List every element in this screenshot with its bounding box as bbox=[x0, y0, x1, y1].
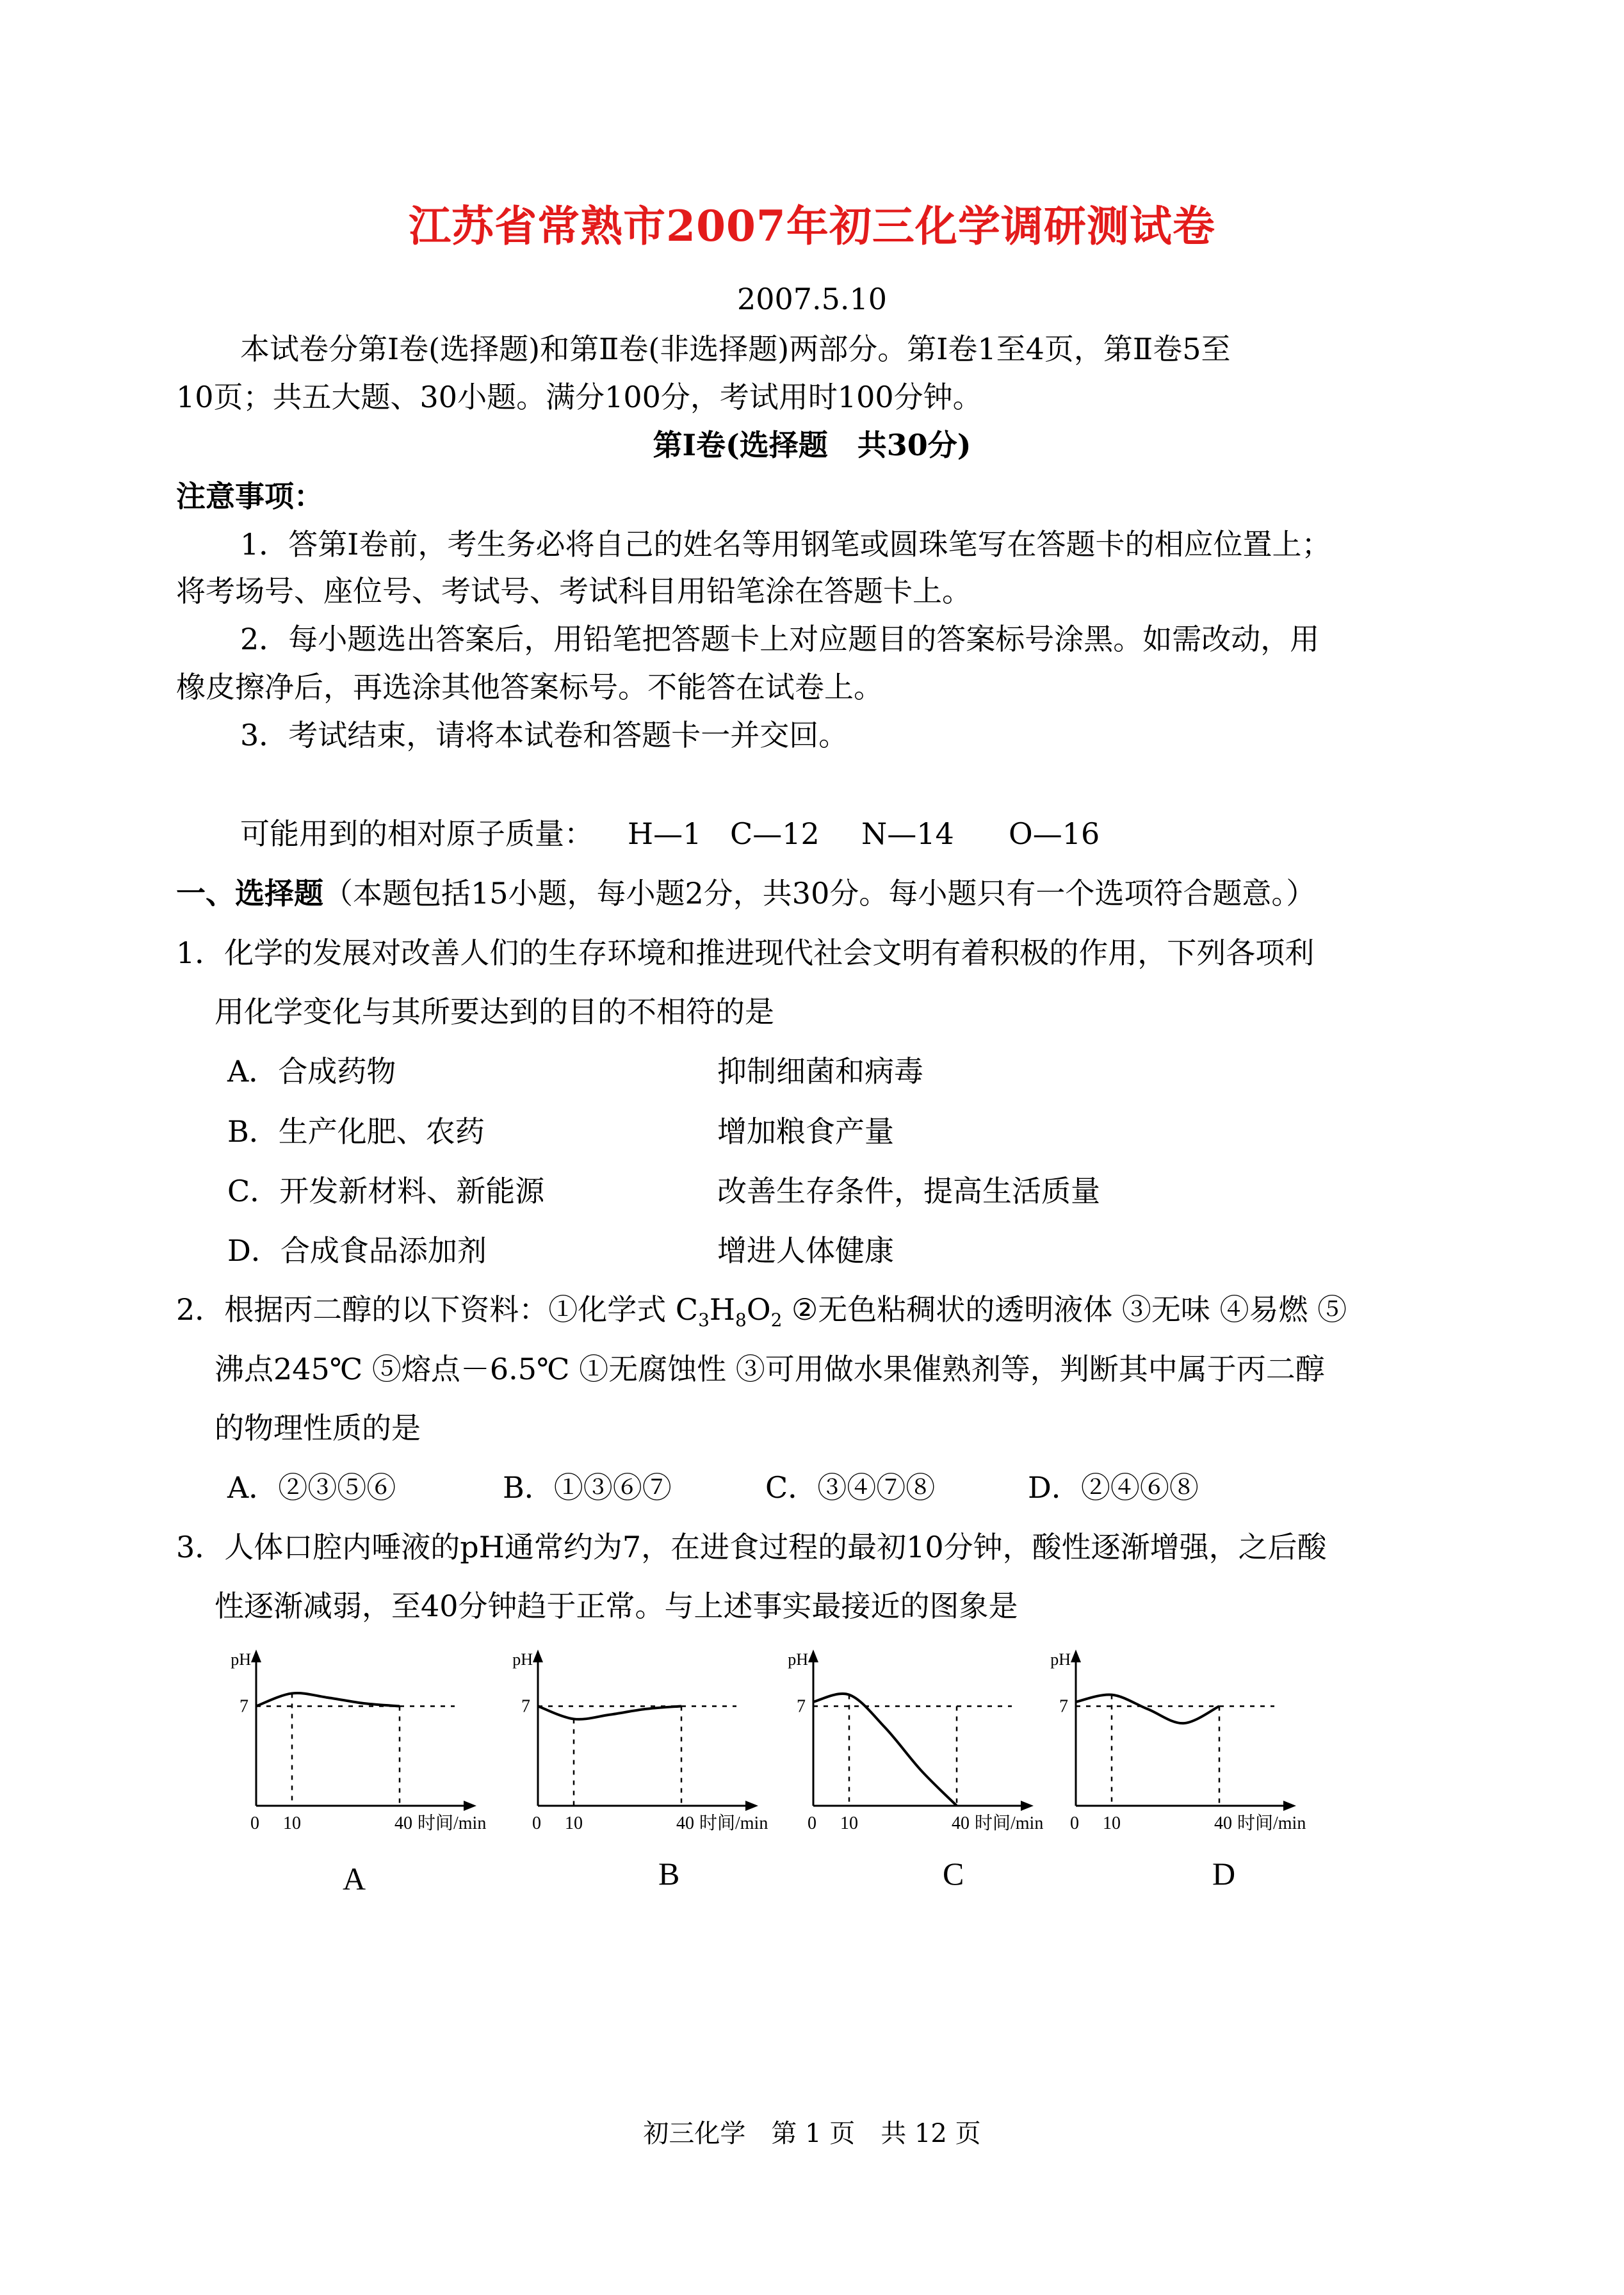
chart-c-x-label: 时间/min bbox=[975, 1813, 1044, 1833]
section1-desc: （本题包括15小题，每小题2分，共30分。每小题只有一个选项符合题意。） bbox=[323, 876, 1316, 911]
intro-line-1: 本试卷分第Ⅰ卷(选择题)和第Ⅱ卷(非选择题)两部分。第Ⅰ卷1至4页，第Ⅱ卷5至 bbox=[240, 332, 1231, 366]
chart-a-x-tick-40: 40 bbox=[394, 1813, 412, 1833]
q2-line-1-post: ②无色粘稠状的透明液体 ③无味 ④易燃 ⑤ bbox=[782, 1292, 1347, 1327]
atomic-mass-n: N—14 bbox=[861, 816, 954, 851]
q1-option-d-left: D．合成食品添加剂 bbox=[227, 1233, 487, 1268]
q2-line-1 bbox=[176, 1290, 1347, 1340]
q2-line-1-pre: 2．根据丙二醇的以下资料：①化学式 C bbox=[176, 1292, 699, 1327]
chart-c-y-tick-7: 7 bbox=[797, 1696, 806, 1717]
q2-o: O bbox=[746, 1292, 771, 1327]
chart-d-x-tick-0: 0 bbox=[1070, 1813, 1079, 1833]
chart-a-x-tick-10: 10 bbox=[283, 1813, 301, 1833]
chart-d-label: D bbox=[1212, 1856, 1236, 1892]
chart-d-x-arrow bbox=[1283, 1801, 1296, 1811]
notice-item-1-line-2: 将考场号、座位号、考试号、考试科目用铅笔涂在答题卡上。 bbox=[176, 574, 971, 608]
notice-heading: 注意事项： bbox=[176, 479, 323, 514]
page-footer: 初三化学 第 1 页 共 12 页 bbox=[643, 2119, 981, 2148]
chart-d-x-tick-40: 40 bbox=[1214, 1813, 1232, 1833]
intro-line-2: 10页；共五大题、30小题。满分100分，考试用时100分钟。 bbox=[176, 380, 982, 414]
chart-c-curve bbox=[813, 1694, 957, 1806]
chart-d-x-label: 时间/min bbox=[1237, 1813, 1306, 1833]
notice-item-2-line-1: 2．每小题选出答案后，用铅笔把答题卡上对应题目的答案标号涂黑。如需改动，用 bbox=[240, 622, 1320, 656]
chart-d bbox=[1050, 1646, 1370, 1857]
atomic-mass-c: C—12 bbox=[730, 816, 820, 851]
q1-option-a-left: A．合成药物 bbox=[227, 1054, 396, 1089]
section1-header bbox=[176, 874, 1315, 912]
chart-b-y-tick-7: 7 bbox=[521, 1696, 530, 1717]
chart-d-x-tick-10: 10 bbox=[1103, 1813, 1121, 1833]
chart-d-y-tick-7: 7 bbox=[1059, 1696, 1068, 1717]
chart-a-y-tick-7: 7 bbox=[240, 1696, 248, 1717]
part1-title: 第Ⅰ卷(选择题 共30分) bbox=[653, 428, 971, 462]
q2-option-d: D．②④⑥⑧ bbox=[1028, 1470, 1199, 1505]
chart-b-x-tick-0: 0 bbox=[532, 1813, 541, 1833]
q2-line-2: 沸点245℃ ⑤熔点－6.5℃ ①无腐蚀性 ③可用做水果催熟剂等，判断其中属于丙二醇 bbox=[215, 1352, 1325, 1386]
notice-item-3: 3．考试结束，请将本试卷和答题卡一并交回。 bbox=[240, 718, 849, 752]
chart-a-y-label: pH bbox=[231, 1650, 251, 1669]
section1-heading: 一、选择题 bbox=[176, 876, 323, 911]
chart-b bbox=[512, 1646, 781, 1857]
chart-a-label: A bbox=[343, 1861, 366, 1897]
chart-a-x-label: 时间/min bbox=[418, 1813, 487, 1833]
q1-option-c-left: C．开发新材料、新能源 bbox=[227, 1174, 545, 1208]
chart-b-x-label: 时间/min bbox=[699, 1813, 768, 1833]
q1-line-1: 1．化学的发展对改善人们的生存环境和推进现代社会文明有着积极的作用，下列各项利 bbox=[176, 936, 1315, 970]
chart-d-y-label: pH bbox=[1050, 1650, 1071, 1669]
chart-b-x-arrow bbox=[745, 1801, 758, 1811]
q1-option-c-right: 改善生存条件，提高生活质量 bbox=[717, 1174, 1100, 1208]
q2-option-a: A．②③⑤⑥ bbox=[227, 1470, 396, 1505]
chart-c bbox=[788, 1646, 1057, 1857]
chart-c-x-tick-10: 10 bbox=[840, 1813, 858, 1833]
chart-a-curve bbox=[256, 1693, 400, 1706]
chart-c-x-arrow bbox=[1021, 1801, 1034, 1811]
chart-b-curve bbox=[538, 1706, 681, 1719]
q2-option-c: C．③④⑦⑧ bbox=[765, 1470, 936, 1505]
chart-b-y-arrow bbox=[533, 1650, 543, 1662]
chart-b-x-tick-10: 10 bbox=[565, 1813, 583, 1833]
atomic-mass-label: 可能用到的相对原子质量： bbox=[240, 816, 594, 851]
notice-item-2-line-2: 橡皮擦净后，再选涂其他答案标号。不能答在试卷上。 bbox=[176, 670, 883, 704]
q1-option-a-right: 抑制细菌和病毒 bbox=[717, 1054, 923, 1089]
q2-sub-2: 2 bbox=[770, 1310, 783, 1331]
exam-date: 2007.5.10 bbox=[736, 282, 888, 316]
q3-line-2: 性逐渐减弱，至40分钟趋于正常。与上述事实最接近的图象是 bbox=[215, 1589, 1018, 1623]
notice-item-1-line-1: 1．答第Ⅰ卷前，考生务必将自己的姓名等用钢笔或圆珠笔写在答题卡的相应位置上； bbox=[240, 527, 1331, 562]
chart-b-x-tick-40: 40 bbox=[676, 1813, 694, 1833]
chart-a-y-arrow bbox=[251, 1650, 261, 1662]
q3-line-1: 3．人体口腔内唾液的pH通常约为7，在进食过程的最初10分钟，酸性逐渐增强，之后酸 bbox=[176, 1530, 1327, 1564]
q2-option-b: B．①③⑥⑦ bbox=[503, 1470, 672, 1505]
chart-b-y-label: pH bbox=[512, 1650, 533, 1669]
atomic-mass-h: H—1 bbox=[628, 816, 702, 851]
q1-option-d-right: 增进人体健康 bbox=[717, 1233, 894, 1268]
exam-title: 江苏省常熟市2007年初三化学调研测试卷 bbox=[409, 201, 1215, 251]
q1-option-b-left: B．生产化肥、农药 bbox=[227, 1114, 485, 1149]
q2-line-3: 的物理性质的是 bbox=[215, 1411, 421, 1445]
chart-a-x-arrow bbox=[464, 1801, 476, 1811]
q1-option-b-right: 增加粮食产量 bbox=[717, 1114, 894, 1149]
chart-a-x-tick-0: 0 bbox=[250, 1813, 259, 1833]
q2-sub-8: 8 bbox=[735, 1310, 747, 1331]
chart-c-label: C bbox=[943, 1856, 964, 1892]
q2-h: H bbox=[709, 1292, 736, 1327]
atomic-mass-o: O—16 bbox=[1009, 816, 1100, 851]
chart-c-x-tick-0: 0 bbox=[808, 1813, 816, 1833]
chart-d-y-arrow bbox=[1071, 1650, 1081, 1662]
chart-d-curve bbox=[1076, 1694, 1219, 1723]
chart-a bbox=[231, 1646, 499, 1857]
q2-sub-3: 3 bbox=[698, 1310, 710, 1331]
chart-c-y-arrow bbox=[808, 1650, 818, 1662]
chart-c-y-label: pH bbox=[788, 1650, 808, 1669]
q1-line-2: 用化学变化与其所要达到的目的不相符的是 bbox=[215, 994, 774, 1029]
chart-c-x-tick-40: 40 bbox=[952, 1813, 970, 1833]
chart-b-label: B bbox=[658, 1856, 680, 1892]
